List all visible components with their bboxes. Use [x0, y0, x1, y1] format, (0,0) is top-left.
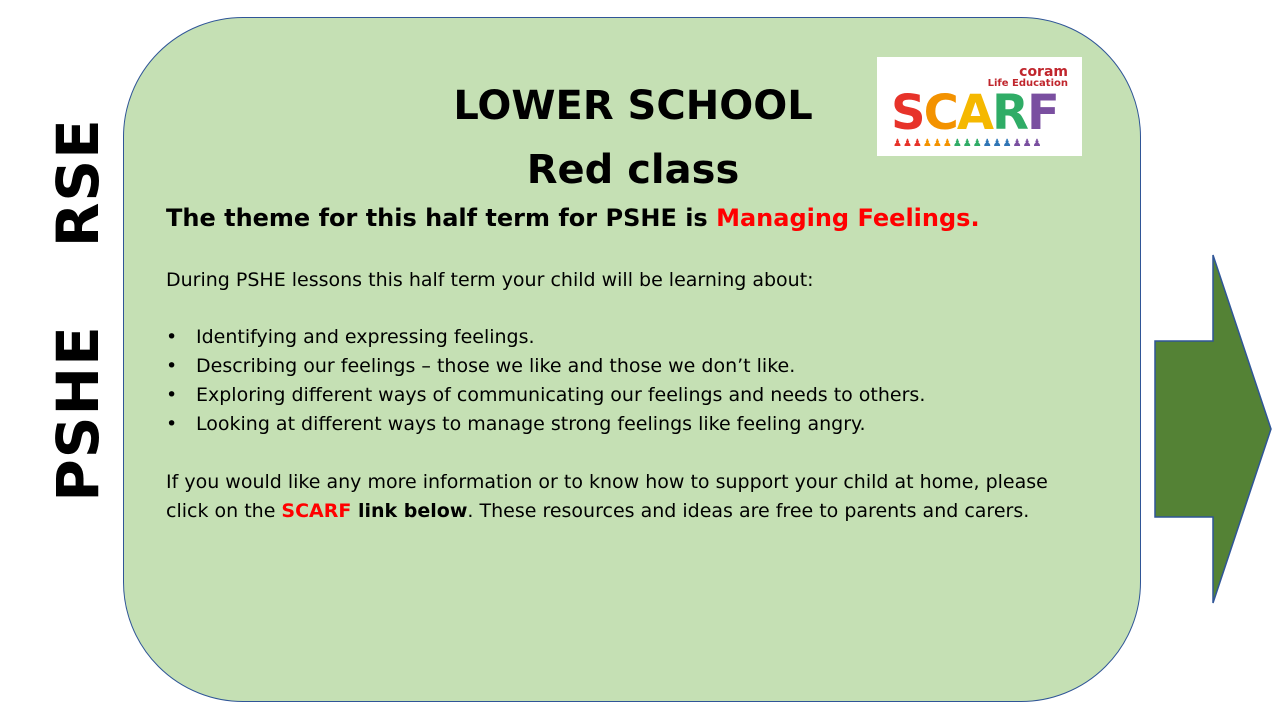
logo-letter: R — [991, 85, 1027, 141]
right-arrow-icon[interactable] — [1153, 253, 1273, 605]
logo-org-sub: Life Education — [987, 78, 1068, 89]
theme-prefix: The theme for this half term for PSHE is — [166, 204, 717, 232]
info-line-2 — [166, 497, 1048, 526]
list-item-text: Looking at different ways to manage strong feelings like feeling angry. — [196, 413, 866, 435]
bullet-icon: • — [166, 326, 178, 348]
scarf-logo[interactable] — [877, 57, 1082, 156]
theme-highlight: Managing Feelings. — [716, 204, 980, 232]
side-title — [44, 118, 112, 502]
logo-letter: F — [1026, 85, 1058, 141]
side-title-pshe: PSHE — [44, 325, 112, 502]
info-paragraph — [166, 468, 1048, 526]
content-card — [123, 17, 1141, 702]
logo-letter: A — [956, 85, 992, 141]
scarf-link-text[interactable]: SCARF — [281, 500, 352, 522]
bullet-icon: • — [166, 413, 178, 435]
bullet-icon: • — [166, 355, 178, 377]
list-item — [166, 323, 925, 352]
logo-letter: S — [891, 85, 924, 141]
learning-list — [166, 323, 925, 439]
side-title-rse: RSE — [44, 118, 112, 248]
logo-letter: C — [923, 85, 957, 141]
list-item-text: Describing our feelings – those we like and those we don’t like. — [196, 355, 796, 377]
theme-line — [166, 204, 980, 232]
logo-brand — [891, 85, 1058, 141]
list-item-text: Exploring different ways of communicating our feelings and needs to others. — [196, 384, 926, 406]
logo-people-icons: ♟♟♟♟♟♟♟♟♟♟♟♟♟♟♟ — [893, 138, 1043, 149]
heading-school: LOWER SCHOOL — [453, 83, 813, 129]
list-item — [166, 352, 925, 381]
info-line-2-suffix: . These resources and ideas are free to parents and carers. — [467, 500, 1030, 522]
intro-text: During PSHE lessons this half term your child will be learning about: — [166, 269, 814, 291]
list-item — [166, 410, 925, 439]
heading-class: Red class — [526, 147, 740, 193]
list-item — [166, 381, 925, 410]
info-line-2-prefix: click on the — [166, 500, 282, 522]
info-line-1: If you would like any more information or to know how to support your child at home, please — [166, 471, 1048, 493]
link-below-text: link below — [351, 500, 468, 522]
list-item-text: Identifying and expressing feelings. — [196, 326, 535, 348]
bullet-icon: • — [166, 384, 178, 406]
logo-org: coram — [1019, 64, 1068, 80]
